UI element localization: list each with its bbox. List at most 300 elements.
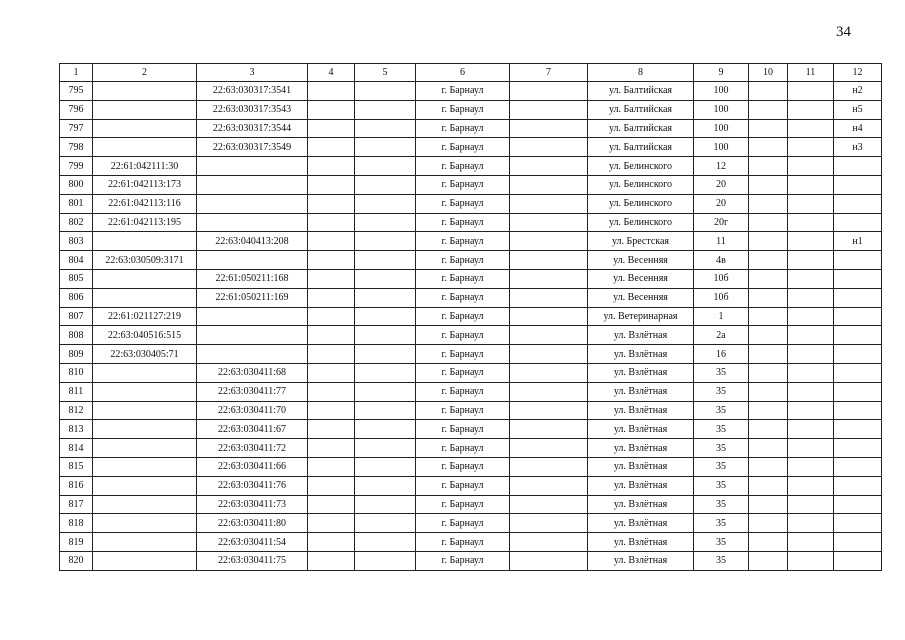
col5-cell [355, 232, 416, 251]
col11-cell [788, 307, 834, 326]
settlement-cell: г. Барнаул [416, 439, 510, 458]
settlement-cell: г. Барнаул [416, 345, 510, 364]
col7-cell [510, 514, 588, 533]
street-cell: ул. Ветеринарная [588, 307, 694, 326]
house-number-cell: 10б [694, 288, 749, 307]
street-cell: ул. Взлётная [588, 401, 694, 420]
col11-cell [788, 251, 834, 270]
room-number-cell [834, 476, 882, 495]
row-number-cell: 810 [60, 363, 93, 382]
col11-cell [788, 232, 834, 251]
col4-cell [308, 401, 355, 420]
col10-cell [749, 269, 788, 288]
cadastral-number-col3-cell: 22:63:030411:77 [197, 382, 308, 401]
room-number-cell [834, 345, 882, 364]
cadastral-number-col3-cell: 22:63:040413:208 [197, 232, 308, 251]
col5-cell [355, 307, 416, 326]
settlement-cell: г. Барнаул [416, 213, 510, 232]
house-number-cell: 100 [694, 138, 749, 157]
table-row [60, 269, 882, 288]
cadastral-number-col2-cell [93, 420, 197, 439]
cadastral-number-col2-cell: 22:61:042113:195 [93, 213, 197, 232]
col10-cell [749, 551, 788, 570]
col5-cell [355, 439, 416, 458]
house-number-cell: 35 [694, 533, 749, 552]
row-number-cell: 799 [60, 157, 93, 176]
col11-cell [788, 495, 834, 514]
cadastral-number-col3-cell [197, 251, 308, 270]
settlement-cell: г. Барнаул [416, 457, 510, 476]
settlement-cell: г. Барнаул [416, 157, 510, 176]
table-row [60, 420, 882, 439]
cadastral-number-col2-cell: 22:63:030509:3171 [93, 251, 197, 270]
cadastral-number-col3-cell: 22:63:030317:3543 [197, 100, 308, 119]
room-number-cell [834, 175, 882, 194]
settlement-cell: г. Барнаул [416, 100, 510, 119]
table-row [60, 514, 882, 533]
street-cell: ул. Взлётная [588, 476, 694, 495]
room-number-cell [834, 307, 882, 326]
room-number-cell: н1 [834, 232, 882, 251]
col7-cell [510, 495, 588, 514]
col4-cell [308, 551, 355, 570]
col5-cell [355, 213, 416, 232]
room-number-cell [834, 439, 882, 458]
cadastral-number-col3-cell [197, 175, 308, 194]
street-cell: ул. Взлётная [588, 326, 694, 345]
col5-cell [355, 382, 416, 401]
street-cell: ул. Весенняя [588, 269, 694, 288]
room-number-cell [834, 533, 882, 552]
settlement-cell: г. Барнаул [416, 514, 510, 533]
settlement-cell: г. Барнаул [416, 288, 510, 307]
header-cell: 7 [510, 64, 588, 82]
room-number-cell [834, 495, 882, 514]
room-number-cell [834, 382, 882, 401]
street-cell: ул. Взлётная [588, 363, 694, 382]
col7-cell [510, 82, 588, 101]
cadastral-number-col2-cell: 22:63:030405:71 [93, 345, 197, 364]
street-cell: ул. Балтийская [588, 82, 694, 101]
col5-cell [355, 495, 416, 514]
page-number: 34 [836, 24, 851, 40]
row-number-cell: 813 [60, 420, 93, 439]
col7-cell [510, 269, 588, 288]
col7-cell [510, 232, 588, 251]
table-row [60, 100, 882, 119]
col5-cell [355, 269, 416, 288]
col5-cell [355, 514, 416, 533]
cadastral-number-col3-cell: 22:63:030411:73 [197, 495, 308, 514]
house-number-cell: 35 [694, 476, 749, 495]
col5-cell [355, 420, 416, 439]
settlement-cell: г. Барнаул [416, 382, 510, 401]
house-number-cell: 2а [694, 326, 749, 345]
settlement-cell: г. Барнаул [416, 119, 510, 138]
col5-cell [355, 194, 416, 213]
col11-cell [788, 269, 834, 288]
col5-cell [355, 326, 416, 345]
cadastral-number-col2-cell [93, 551, 197, 570]
cadastral-number-col2-cell [93, 269, 197, 288]
col7-cell [510, 157, 588, 176]
col11-cell [788, 551, 834, 570]
house-number-cell: 20 [694, 175, 749, 194]
settlement-cell: г. Барнаул [416, 420, 510, 439]
col5-cell [355, 551, 416, 570]
table-row [60, 495, 882, 514]
row-number-cell: 820 [60, 551, 93, 570]
cadastral-number-col2-cell [93, 401, 197, 420]
row-number-cell: 797 [60, 119, 93, 138]
cadastral-number-col3-cell: 22:63:030317:3549 [197, 138, 308, 157]
cadastral-number-col3-cell: 22:63:030411:70 [197, 401, 308, 420]
col4-cell [308, 420, 355, 439]
col11-cell [788, 175, 834, 194]
row-number-cell: 808 [60, 326, 93, 345]
cadastral-number-col3-cell: 22:61:050211:168 [197, 269, 308, 288]
cadastral-number-col2-cell: 22:61:042113:116 [93, 194, 197, 213]
col10-cell [749, 213, 788, 232]
table-row [60, 288, 882, 307]
table-body [60, 64, 882, 571]
col7-cell [510, 213, 588, 232]
col11-cell [788, 345, 834, 364]
col10-cell [749, 363, 788, 382]
header-cell: 9 [694, 64, 749, 82]
street-cell: ул. Весенняя [588, 251, 694, 270]
room-number-cell [834, 157, 882, 176]
col7-cell [510, 420, 588, 439]
table-row [60, 326, 882, 345]
cadastral-number-col2-cell [93, 495, 197, 514]
table-row [60, 82, 882, 101]
street-cell: ул. Взлётная [588, 514, 694, 533]
street-cell: ул. Белинского [588, 157, 694, 176]
col10-cell [749, 382, 788, 401]
col4-cell [308, 495, 355, 514]
row-number-cell: 796 [60, 100, 93, 119]
cadastral-number-col3-cell: 22:63:030411:66 [197, 457, 308, 476]
house-number-cell: 35 [694, 495, 749, 514]
cadastral-number-col2-cell [93, 119, 197, 138]
col7-cell [510, 382, 588, 401]
col7-cell [510, 326, 588, 345]
row-number-cell: 802 [60, 213, 93, 232]
cadastral-number-col3-cell [197, 307, 308, 326]
col10-cell [749, 420, 788, 439]
table-row [60, 533, 882, 552]
col7-cell [510, 476, 588, 495]
col4-cell [308, 326, 355, 345]
cadastral-number-col2-cell: 22:63:040516:515 [93, 326, 197, 345]
row-number-cell: 807 [60, 307, 93, 326]
col11-cell [788, 514, 834, 533]
house-number-cell: 12 [694, 157, 749, 176]
col4-cell [308, 213, 355, 232]
cadastral-number-col3-cell: 22:63:030411:67 [197, 420, 308, 439]
cadastral-number-col2-cell: 22:61:042113:173 [93, 175, 197, 194]
room-number-cell: н4 [834, 119, 882, 138]
table-row [60, 232, 882, 251]
cadastral-number-col3-cell [197, 157, 308, 176]
col10-cell [749, 439, 788, 458]
settlement-cell: г. Барнаул [416, 269, 510, 288]
col7-cell [510, 194, 588, 213]
row-number-cell: 818 [60, 514, 93, 533]
col10-cell [749, 345, 788, 364]
table-row [60, 476, 882, 495]
col4-cell [308, 514, 355, 533]
settlement-cell: г. Барнаул [416, 251, 510, 270]
street-cell: ул. Балтийская [588, 100, 694, 119]
col5-cell [355, 82, 416, 101]
table-row [60, 401, 882, 420]
row-number-cell: 819 [60, 533, 93, 552]
col4-cell [308, 100, 355, 119]
room-number-cell: н5 [834, 100, 882, 119]
col7-cell [510, 401, 588, 420]
cadastral-number-col3-cell: 22:63:030317:3541 [197, 82, 308, 101]
col7-cell [510, 100, 588, 119]
col4-cell [308, 533, 355, 552]
table-row [60, 213, 882, 232]
table-row [60, 251, 882, 270]
col5-cell [355, 251, 416, 270]
street-cell: ул. Брестская [588, 232, 694, 251]
street-cell: ул. Белинского [588, 175, 694, 194]
street-cell: ул. Весенняя [588, 288, 694, 307]
room-number-cell: н2 [834, 82, 882, 101]
cadastral-number-col2-cell [93, 363, 197, 382]
row-number-cell: 817 [60, 495, 93, 514]
room-number-cell [834, 326, 882, 345]
house-number-cell: 35 [694, 401, 749, 420]
cadastral-number-col2-cell [93, 439, 197, 458]
table-row [60, 194, 882, 213]
col11-cell [788, 533, 834, 552]
cadastral-number-col3-cell: 22:63:030411:54 [197, 533, 308, 552]
street-cell: ул. Взлётная [588, 439, 694, 458]
col7-cell [510, 138, 588, 157]
col5-cell [355, 401, 416, 420]
room-number-cell [834, 514, 882, 533]
street-cell: ул. Взлётная [588, 420, 694, 439]
col11-cell [788, 82, 834, 101]
row-number-cell: 805 [60, 269, 93, 288]
room-number-cell [834, 194, 882, 213]
col11-cell [788, 420, 834, 439]
col11-cell [788, 213, 834, 232]
street-cell: ул. Взлётная [588, 495, 694, 514]
col4-cell [308, 138, 355, 157]
col11-cell [788, 157, 834, 176]
col4-cell [308, 288, 355, 307]
settlement-cell: г. Барнаул [416, 326, 510, 345]
row-number-cell: 816 [60, 476, 93, 495]
header-cell: 6 [416, 64, 510, 82]
table-row [60, 457, 882, 476]
col5-cell [355, 157, 416, 176]
street-cell: ул. Взлётная [588, 533, 694, 552]
room-number-cell [834, 269, 882, 288]
row-number-cell: 815 [60, 457, 93, 476]
row-number-cell: 800 [60, 175, 93, 194]
row-number-cell: 814 [60, 439, 93, 458]
col4-cell [308, 232, 355, 251]
row-number-cell: 811 [60, 382, 93, 401]
street-cell: ул. Белинского [588, 194, 694, 213]
header-row [60, 64, 882, 82]
row-number-cell: 801 [60, 194, 93, 213]
settlement-cell: г. Барнаул [416, 401, 510, 420]
col11-cell [788, 138, 834, 157]
cadastral-number-col3-cell [197, 194, 308, 213]
col5-cell [355, 288, 416, 307]
col10-cell [749, 251, 788, 270]
cadastral-number-col2-cell [93, 533, 197, 552]
col5-cell [355, 119, 416, 138]
room-number-cell [834, 288, 882, 307]
header-cell: 4 [308, 64, 355, 82]
house-number-cell: 1 [694, 307, 749, 326]
col4-cell [308, 251, 355, 270]
cadastral-number-col2-cell [93, 138, 197, 157]
col10-cell [749, 401, 788, 420]
header-cell: 2 [93, 64, 197, 82]
header-cell: 8 [588, 64, 694, 82]
header-cell: 5 [355, 64, 416, 82]
col7-cell [510, 251, 588, 270]
cadastral-number-col2-cell [93, 82, 197, 101]
cadastral-number-col3-cell: 22:63:030411:76 [197, 476, 308, 495]
col10-cell [749, 307, 788, 326]
col4-cell [308, 307, 355, 326]
col10-cell [749, 457, 788, 476]
cadastral-number-col2-cell [93, 232, 197, 251]
street-cell: ул. Взлётная [588, 457, 694, 476]
row-number-cell: 803 [60, 232, 93, 251]
col11-cell [788, 476, 834, 495]
cadastral-number-col2-cell: 22:61:021127:219 [93, 307, 197, 326]
cadastral-number-col2-cell: 22:61:042111:30 [93, 157, 197, 176]
col10-cell [749, 288, 788, 307]
cadastral-number-col2-cell [93, 288, 197, 307]
col11-cell [788, 288, 834, 307]
street-cell: ул. Балтийская [588, 138, 694, 157]
house-number-cell: 100 [694, 119, 749, 138]
col11-cell [788, 326, 834, 345]
col5-cell [355, 363, 416, 382]
col10-cell [749, 476, 788, 495]
col10-cell [749, 82, 788, 101]
row-number-cell: 795 [60, 82, 93, 101]
col10-cell [749, 157, 788, 176]
col10-cell [749, 326, 788, 345]
cadastral-number-col2-cell [93, 457, 197, 476]
cadastral-number-col3-cell: 22:63:030411:80 [197, 514, 308, 533]
col7-cell [510, 533, 588, 552]
house-number-cell: 35 [694, 457, 749, 476]
cadastral-number-col3-cell: 22:63:030411:68 [197, 363, 308, 382]
col10-cell [749, 514, 788, 533]
row-number-cell: 806 [60, 288, 93, 307]
col11-cell [788, 439, 834, 458]
col7-cell [510, 363, 588, 382]
header-cell: 11 [788, 64, 834, 82]
col10-cell [749, 175, 788, 194]
col5-cell [355, 476, 416, 495]
col4-cell [308, 119, 355, 138]
table-row [60, 551, 882, 570]
col4-cell [308, 439, 355, 458]
street-cell: ул. Взлётная [588, 345, 694, 364]
house-number-cell: 10б [694, 269, 749, 288]
cadastral-number-col2-cell [93, 514, 197, 533]
col4-cell [308, 476, 355, 495]
settlement-cell: г. Барнаул [416, 138, 510, 157]
col5-cell [355, 100, 416, 119]
col10-cell [749, 100, 788, 119]
header-cell: 10 [749, 64, 788, 82]
room-number-cell [834, 551, 882, 570]
table-row [60, 157, 882, 176]
cadastral-number-col3-cell [197, 213, 308, 232]
house-number-cell: 35 [694, 551, 749, 570]
cadastral-number-col3-cell [197, 345, 308, 364]
table-row [60, 307, 882, 326]
col7-cell [510, 119, 588, 138]
house-number-cell: 35 [694, 420, 749, 439]
col10-cell [749, 495, 788, 514]
table-row [60, 439, 882, 458]
settlement-cell: г. Барнаул [416, 533, 510, 552]
settlement-cell: г. Барнаул [416, 363, 510, 382]
col7-cell [510, 457, 588, 476]
room-number-cell [834, 457, 882, 476]
settlement-cell: г. Барнаул [416, 232, 510, 251]
street-cell: ул. Белинского [588, 213, 694, 232]
col5-cell [355, 175, 416, 194]
house-number-cell: 35 [694, 382, 749, 401]
house-number-cell: 11 [694, 232, 749, 251]
table-row [60, 345, 882, 364]
col11-cell [788, 401, 834, 420]
table-row [60, 119, 882, 138]
col7-cell [510, 288, 588, 307]
table-row [60, 175, 882, 194]
col5-cell [355, 138, 416, 157]
col5-cell [355, 457, 416, 476]
col10-cell [749, 194, 788, 213]
house-number-cell: 20г [694, 213, 749, 232]
settlement-cell: г. Барнаул [416, 476, 510, 495]
house-number-cell: 20 [694, 194, 749, 213]
col4-cell [308, 194, 355, 213]
house-number-cell: 4в [694, 251, 749, 270]
col7-cell [510, 439, 588, 458]
table-row [60, 382, 882, 401]
col10-cell [749, 138, 788, 157]
col4-cell [308, 457, 355, 476]
street-cell: ул. Взлётная [588, 551, 694, 570]
row-number-cell: 812 [60, 401, 93, 420]
room-number-cell [834, 401, 882, 420]
room-number-cell [834, 213, 882, 232]
room-number-cell [834, 420, 882, 439]
col7-cell [510, 551, 588, 570]
header-cell: 1 [60, 64, 93, 82]
